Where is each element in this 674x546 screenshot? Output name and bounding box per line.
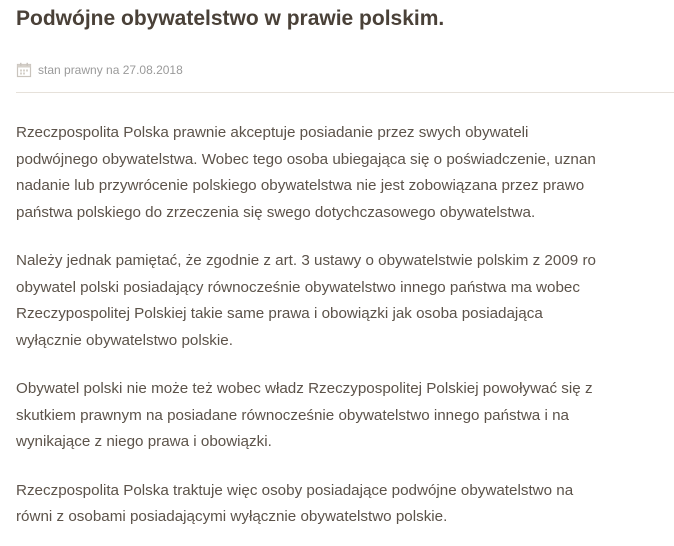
paragraph-line: Obywatel polski nie może też wobec władz Rzeczypospolitej Polskiej powoływać się z [16,380,593,397]
article-title: Podwójne obywatelstwo w prawie polskim. [16,7,445,30]
paragraph-line: równi z osobami posiadającymi wyłącznie obywatelstwo polskie. [16,508,448,525]
paragraph-line: skutkiem prawnym na posiadane równocześnie obywatelstwo innego państwa i na [16,406,569,424]
paragraph-3 [16,376,674,456]
paragraph-line: podwójnego obywatelstwa. Wobec tego osoba ubiegająca się o poświadczenie, uznan [16,150,596,168]
paragraph-line: obywatel polski posiadający równocześnie obywatelstwo innego państwa ma wobec [16,278,580,296]
paragraph-line: wyłącznie obywatelstwo polskie. [16,331,233,349]
paragraph-2 [16,248,674,354]
paragraph-line: Należy jednak pamiętać, że zgodnie z art. 3 ustawy o obywatelstwie polskim z 2009 ro [16,252,596,269]
paragraph-line: Rzeczpospolita Polska traktuje więc osoby posiadające podwójne obywatelstwo na [16,481,574,499]
article-body [16,120,674,531]
paragraph-1 [16,120,674,226]
paragraph-4 [16,478,674,531]
paragraph-line: nadanie lub przywrócenie polskiego obywatelstwa nie jest zobowiązana przez prawo [16,177,585,194]
paragraph-line: państwa polskiego do zrzeczenia się swego dotychczasowego obywatelstwa. [16,203,536,221]
paragraph-line: wynikające z niego prawa i obowiązki. [16,433,272,450]
article [16,0,674,546]
paragraph-line: Rzeczypospolitej Polskiej takie same prawa i obowiązki jak osoba posiadająca [16,305,543,322]
divider [16,92,674,93]
calendar-icon [16,62,32,78]
paragraph-line: Rzeczpospolita Polska prawnie akceptuje posiadanie przez swych obywateli [16,124,529,141]
article-meta [16,62,674,78]
legal-status-date: stan prawny na 27.08.2018 [38,63,183,77]
